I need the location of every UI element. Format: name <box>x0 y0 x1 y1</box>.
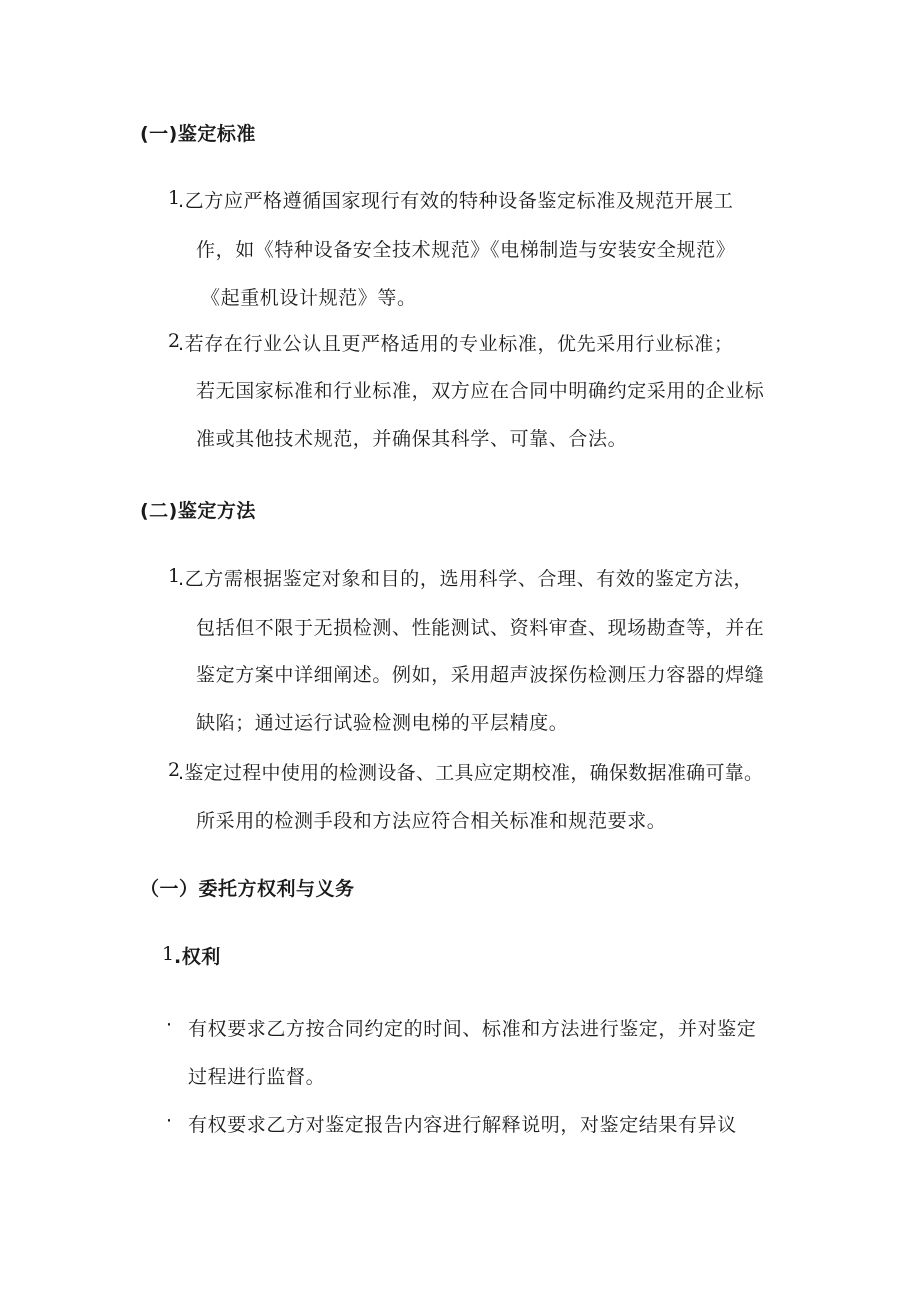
item-number: 2 <box>168 330 181 352</box>
item-number: 2 <box>168 759 181 781</box>
item-text-line: .乙方需根据鉴定对象和目的，选用科学、合理、有效的鉴定方法， <box>178 568 754 590</box>
item-number: 1 <box>168 565 181 587</box>
item-text-line: 所采用的检测手段和方法应符合相关标准和规范要求。 <box>196 810 667 832</box>
item-text-line: .若存在行业公认且更严格适用的专业标准，优先采用行业标准； <box>178 333 734 355</box>
item-text-line: 鉴定方案中详细阐述。例如，采用超声波探伤检测压力容器的焊缝 <box>196 664 765 686</box>
item-number: 1 <box>168 187 181 209</box>
item-text-line: .乙方应严格遵循国家现行有效的特种设备鉴定标准及规范开展工 <box>178 190 734 212</box>
section-heading: (一)鉴定标准 <box>140 123 256 145</box>
item-text-line: 《起重机设计规范》等。 <box>201 287 417 309</box>
subsection-number: 1 <box>162 943 175 965</box>
bullet-icon: · <box>166 1014 173 1036</box>
bullet-text-line: 过程进行监督。 <box>188 1066 326 1088</box>
item-text-line: 若无国家标准和行业标准，双方应在合同中明确约定采用的企业标 <box>196 380 765 402</box>
item-text-line: 包括但不限于无损检测、性能测试、资料审查、现场勘查等，并在 <box>196 617 765 639</box>
bullet-icon: · <box>166 1110 173 1132</box>
item-text-line: 准或其他技术规范，并确保其科学、可靠、合法。 <box>196 428 628 450</box>
item-text-line: 作，如《特种设备安全技术规范》《电梯制造与安装安全规范》 <box>196 239 736 261</box>
bullet-text-line: 有权要求乙方对鉴定报告内容进行解释说明，对鉴定结果有异议 <box>188 1114 737 1136</box>
subsection-title: .权利 <box>174 946 221 968</box>
section-heading: (二)鉴定方法 <box>140 500 256 522</box>
bullet-text-line: 有权要求乙方按合同约定的时间、标准和方法进行鉴定，并对鉴定 <box>188 1018 757 1040</box>
item-text-line: 缺陷；通过运行试验检测电梯的平层精度。 <box>196 712 569 734</box>
item-text-line: .鉴定过程中使用的检测设备、工具应定期校准，确保数据准确可靠。 <box>178 762 764 784</box>
section-heading: （一）委托方权利与义务 <box>140 878 355 900</box>
